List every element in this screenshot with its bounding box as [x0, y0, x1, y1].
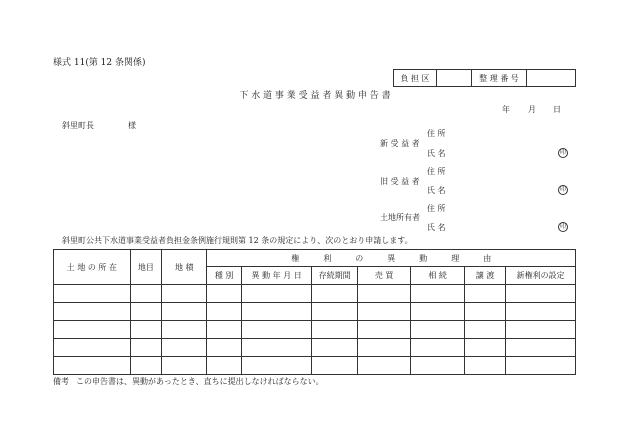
table-row — [54, 339, 576, 357]
table-cell[interactable] — [162, 321, 207, 339]
table-cell[interactable] — [54, 285, 131, 303]
table-cell[interactable] — [357, 357, 411, 375]
new-beneficiary-name-label: 氏 名 — [427, 149, 446, 158]
old-beneficiary-label: 旧 受 益 者 — [380, 177, 420, 186]
header-land-area: 地 積 — [162, 250, 207, 285]
old-beneficiary-name-label: 氏 名 — [427, 186, 446, 195]
table-cell[interactable] — [312, 339, 357, 357]
table-cell[interactable] — [312, 303, 357, 321]
form-number: 様式 11(第 12 条関係) — [53, 58, 146, 68]
header-change-date: 異 動 年 月 日 — [241, 267, 312, 285]
table-cell[interactable] — [130, 321, 161, 339]
table-cell[interactable] — [54, 303, 131, 321]
old-beneficiary-seal: 印 — [559, 186, 566, 193]
table-row — [54, 357, 576, 375]
header-box — [393, 69, 576, 87]
table-cell[interactable] — [312, 321, 357, 339]
table-cell[interactable] — [162, 357, 207, 375]
district-label: 負 担 区 — [394, 70, 437, 87]
table-cell[interactable] — [464, 339, 505, 357]
application-statement: 斜里町公共下水道事業受益者負担金条例施行規則第 12 条の規定により、次のとおり申請します。 — [62, 236, 413, 245]
header-land-category: 地目 — [130, 250, 161, 285]
table-cell[interactable] — [207, 357, 241, 375]
table-cell[interactable] — [357, 321, 411, 339]
land-owner-name-label: 氏 名 — [427, 223, 446, 232]
table-cell[interactable] — [506, 285, 576, 303]
table-cell[interactable] — [207, 285, 241, 303]
table-cell[interactable] — [54, 357, 131, 375]
table-cell[interactable] — [241, 285, 312, 303]
table-cell[interactable] — [130, 357, 161, 375]
table-row — [54, 303, 576, 321]
header-land-location: 土 地 の 所 在 — [54, 250, 131, 285]
table-cell[interactable] — [357, 303, 411, 321]
table-cell[interactable] — [162, 339, 207, 357]
table-cell[interactable] — [411, 285, 465, 303]
table-cell[interactable] — [464, 321, 505, 339]
table-cell[interactable] — [464, 285, 505, 303]
table-cell[interactable] — [130, 303, 161, 321]
header-rights-change-reason: 権 利 の 異 動 理 由 — [207, 250, 576, 267]
table-cell[interactable] — [411, 321, 465, 339]
table-cell[interactable] — [241, 303, 312, 321]
header-sale: 売 買 — [357, 267, 411, 285]
document-title: 下 水 道 事 業 受 益 者 異 動 申 告 書 — [239, 91, 391, 101]
table-cell[interactable] — [411, 357, 465, 375]
old-beneficiary-address-label: 住 所 — [427, 167, 446, 176]
header-duration: 存続期間 — [312, 267, 357, 285]
table-cell[interactable] — [207, 321, 241, 339]
table-cell[interactable] — [506, 357, 576, 375]
new-beneficiary-address-label: 住 所 — [427, 129, 446, 138]
table-cell[interactable] — [207, 339, 241, 357]
table-cell[interactable] — [207, 303, 241, 321]
table-cell[interactable] — [312, 357, 357, 375]
table-row — [54, 321, 576, 339]
table-cell[interactable] — [241, 357, 312, 375]
table-cell[interactable] — [357, 285, 411, 303]
registration-label: 整 理 番 号 — [472, 70, 527, 87]
table-cell[interactable] — [54, 339, 131, 357]
header-type: 種 別 — [207, 267, 241, 285]
change-reason-table — [53, 249, 576, 375]
table-cell[interactable] — [130, 339, 161, 357]
header-transfer: 譲 渡 — [464, 267, 505, 285]
table-cell[interactable] — [506, 339, 576, 357]
new-beneficiary-label: 新 受 益 者 — [380, 139, 420, 148]
land-owner-address-label: 住 所 — [427, 204, 446, 213]
table-cell[interactable] — [312, 285, 357, 303]
table-cell[interactable] — [506, 303, 576, 321]
addressee-name: 斜里町長 — [62, 121, 94, 130]
note-text: この申告書は、異動があったとき、直ちに提出しなければならない。 — [76, 377, 324, 386]
land-owner-seal: 印 — [559, 223, 566, 230]
table-cell[interactable] — [241, 321, 312, 339]
land-owner-label: 土地所有者 — [380, 213, 420, 222]
table-cell[interactable] — [162, 285, 207, 303]
table-cell[interactable] — [241, 339, 312, 357]
table-cell[interactable] — [464, 303, 505, 321]
table-cell[interactable] — [411, 339, 465, 357]
date-day-label: 日 — [553, 105, 561, 114]
table-cell[interactable] — [357, 339, 411, 357]
new-beneficiary-seal: 印 — [559, 149, 566, 156]
table-cell[interactable] — [506, 321, 576, 339]
addressee-honorific: 様 — [128, 121, 136, 130]
table-cell[interactable] — [130, 285, 161, 303]
table-row — [54, 285, 576, 303]
table-cell[interactable] — [54, 321, 131, 339]
date-month-label: 月 — [528, 105, 536, 114]
table-cell[interactable] — [411, 303, 465, 321]
header-inheritance: 相 続 — [411, 267, 465, 285]
date-year-label: 年 — [502, 105, 510, 114]
district-value-field[interactable] — [437, 70, 472, 87]
note-label: 備考 — [53, 377, 69, 386]
table-cell[interactable] — [464, 357, 505, 375]
registration-value-field[interactable] — [527, 70, 576, 87]
header-new-right: 新権利の設定 — [506, 267, 576, 285]
table-cell[interactable] — [162, 303, 207, 321]
